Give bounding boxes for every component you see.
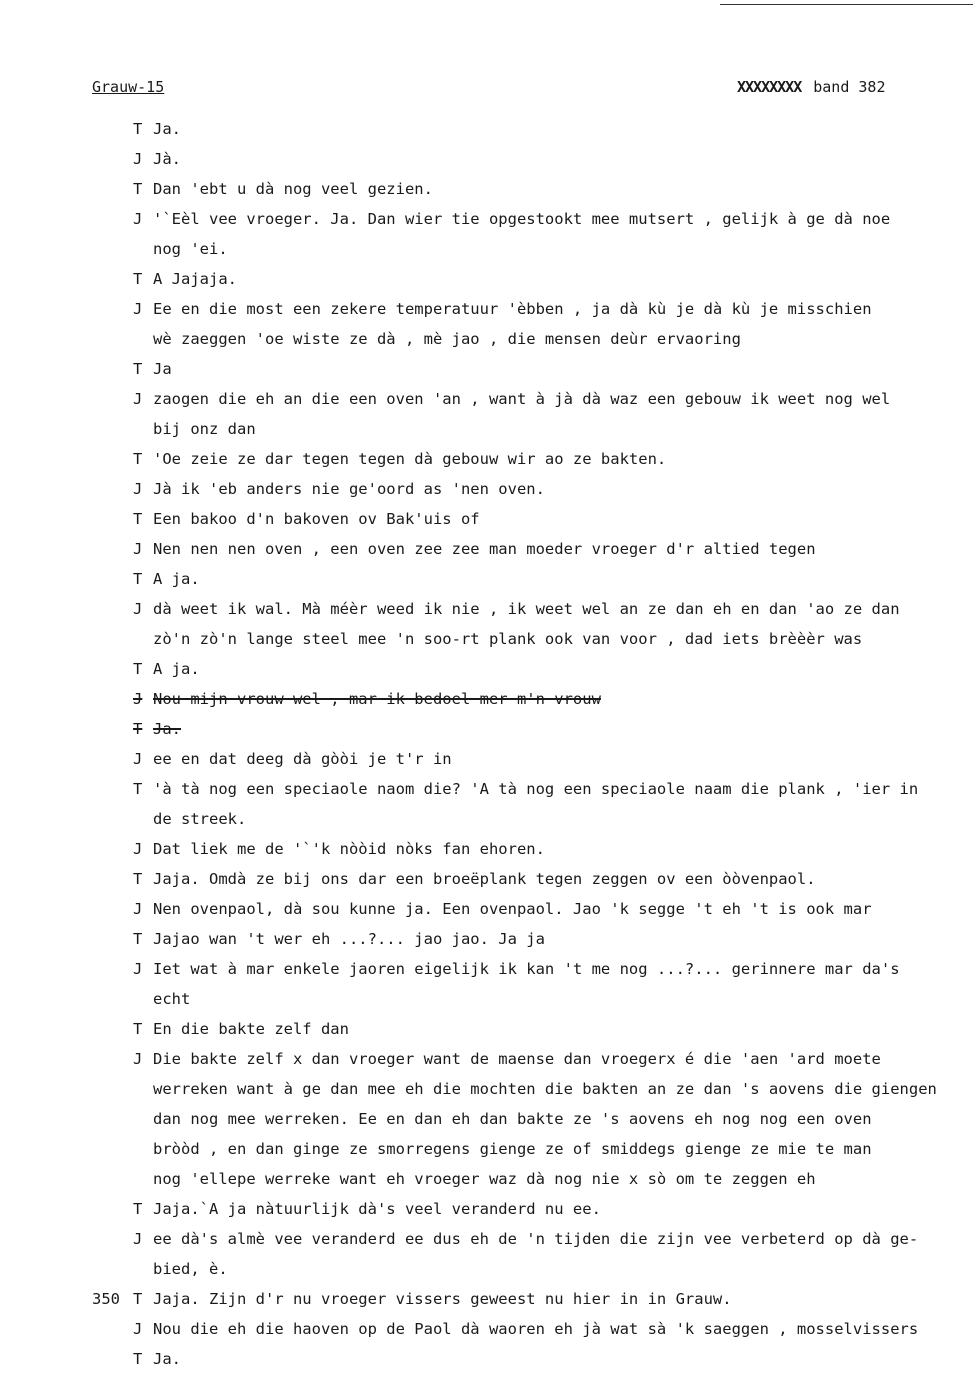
line-text: Die bakte zelf x dan vroeger want de maense dan vroegerx é die 'aen 'ard moete bbox=[153, 1050, 881, 1068]
speaker-label: J bbox=[133, 390, 143, 408]
line-text: '`Eèl vee vroeger. Ja. Dan wier tie opgestookt mee mutsert , gelijk à ge dà noe bbox=[153, 210, 891, 228]
transcript-line bbox=[0, 836, 973, 866]
transcript-line bbox=[0, 296, 973, 326]
line-text: Een bakoo d'n bakoven ov Bak'uis of bbox=[153, 510, 480, 528]
line-text: Jà ik 'eb anders nie ge'oord as 'nen oven. bbox=[153, 480, 545, 498]
line-text: Jajao wan 't wer eh ...?... jao jao. Ja ja bbox=[153, 930, 545, 948]
transcript-line bbox=[0, 1346, 973, 1376]
line-text: 'Oe zeie ze dar tegen tegen dà gebouw wir ao ze bakten. bbox=[153, 450, 667, 468]
line-text: wè zaeggen 'oe wiste ze dà , mè jao , die mensen deùr ervaoring bbox=[153, 330, 741, 348]
transcript-line bbox=[0, 1316, 973, 1346]
speaker-label: T bbox=[133, 270, 143, 288]
speaker-label: J bbox=[133, 840, 143, 858]
line-text: Nen nen nen oven , een oven zee zee man moeder vroeger d'r altied tegen bbox=[153, 540, 816, 558]
speaker-label: T bbox=[133, 930, 143, 948]
line-text: Nen ovenpaol, dà sou kunne ja. Een ovenpaol. Jao 'k segge 't eh 't is ook mar bbox=[153, 900, 872, 918]
line-text: zaogen die eh an die een oven 'an , want à jà dà waz een gebouw ik weet nog wel bbox=[153, 390, 891, 408]
transcript-line bbox=[0, 1286, 973, 1316]
header-band-label: band 382 bbox=[813, 78, 886, 96]
transcript-line bbox=[0, 896, 973, 926]
line-text: werreken want à ge dan mee eh die mochten die bakten an ze dan 's aovens die giengen bbox=[153, 1080, 937, 1098]
speaker-label: T bbox=[133, 870, 143, 888]
transcript-line bbox=[0, 776, 973, 806]
transcript-line bbox=[0, 506, 973, 536]
transcript-line bbox=[0, 386, 973, 416]
line-text: Jà. bbox=[153, 150, 181, 168]
header-struck-text: XXXXXXXX bbox=[737, 78, 802, 96]
speaker-label: T bbox=[133, 450, 143, 468]
speaker-label: J bbox=[133, 300, 143, 318]
transcript-line bbox=[0, 356, 973, 386]
transcript-line bbox=[0, 116, 973, 146]
transcript-line bbox=[0, 476, 973, 506]
speaker-label: T bbox=[133, 1290, 143, 1308]
line-text: Ee en die most een zekere temperatuur 'èbben , ja dà kù je dà kù je misschien bbox=[153, 300, 872, 318]
line-text: de streek. bbox=[153, 810, 247, 828]
speaker-label: T bbox=[133, 360, 143, 378]
line-text: Jaja.`A ja nàtuurlijk dà's veel veranderd nu ee. bbox=[153, 1200, 601, 1218]
speaker-label: J bbox=[133, 540, 143, 558]
transcript-line bbox=[0, 326, 973, 356]
line-text: zò'n zò'n lange steel mee 'n soo-rt plank ook van voor , dad iets brèèèr was bbox=[153, 630, 863, 648]
line-text: ee dà's almè vee veranderd ee dus eh de 'n tijden die zijn vee verbeterd op dà ge- bbox=[153, 1230, 919, 1248]
speaker-label: J bbox=[133, 1230, 143, 1248]
page-header-right bbox=[737, 78, 886, 96]
transcript-line bbox=[0, 446, 973, 476]
speaker-label: T bbox=[133, 1350, 143, 1368]
transcript-line bbox=[0, 416, 973, 446]
line-text: Jaja. Zijn d'r nu vroeger vissers geweest nu hier in in Grauw. bbox=[153, 1290, 732, 1308]
transcript-line bbox=[0, 1166, 973, 1196]
transcript-line bbox=[0, 236, 973, 266]
line-text: Iet wat à mar enkele jaoren eigelijk ik kan 't me nog ...?... gerinnere mar da's bbox=[153, 960, 900, 978]
line-text: Dan 'ebt u dà nog veel gezien. bbox=[153, 180, 433, 198]
transcript-line bbox=[0, 986, 973, 1016]
line-text: Ja. bbox=[153, 1350, 181, 1368]
transcript-line bbox=[0, 1256, 973, 1286]
transcript-line bbox=[0, 1106, 973, 1136]
line-text: nog 'ellepe werreke want eh vroeger waz dà nog nie x sò om te zeggen eh bbox=[153, 1170, 816, 1188]
transcript-line bbox=[0, 176, 973, 206]
line-text: Nou die eh die haoven op de Paol dà waoren eh jà wat sà 'k saeggen , mosselvissers bbox=[153, 1320, 919, 1338]
line-text: dà weet ik wal. Mà méèr weed ik nie , ik weet wel an ze dan eh en dan 'ao ze dan bbox=[153, 600, 900, 618]
transcript-line bbox=[0, 626, 973, 656]
line-text: bij onz dan bbox=[153, 420, 256, 438]
line-text: bied, è. bbox=[153, 1260, 228, 1278]
line-text: Ja. bbox=[153, 120, 181, 138]
transcript-line bbox=[0, 266, 973, 296]
speaker-label: J bbox=[133, 600, 143, 618]
speaker-label: J bbox=[133, 1320, 143, 1338]
speaker-label: J bbox=[133, 690, 143, 708]
transcript-line bbox=[0, 596, 973, 626]
transcript-line bbox=[0, 806, 973, 836]
speaker-label: T bbox=[133, 780, 143, 798]
transcript-line bbox=[0, 1076, 973, 1106]
transcript-line bbox=[0, 746, 973, 776]
speaker-label: T bbox=[133, 570, 143, 588]
line-text: Ja. bbox=[153, 720, 181, 738]
speaker-label: J bbox=[133, 750, 143, 768]
line-text: Jaja. Omdà ze bij ons dar een broeëplank tegen zeggen ov een òòvenpaol. bbox=[153, 870, 816, 888]
transcript-line bbox=[0, 566, 973, 596]
speaker-label: J bbox=[133, 960, 143, 978]
line-text: nog 'ei. bbox=[153, 240, 228, 258]
speaker-label: T bbox=[133, 510, 143, 528]
line-text: Ja bbox=[153, 360, 172, 378]
line-text: bròòd , en dan ginge ze smorregens gienge ze of smiddegs gienge ze mie te man bbox=[153, 1140, 872, 1158]
transcript-line bbox=[0, 716, 973, 746]
line-text: Dat liek me de '`'k nòòid nòks fan ehoren. bbox=[153, 840, 545, 858]
line-text: ee en dat deeg dà gòòi je t'r in bbox=[153, 750, 452, 768]
speaker-label: T bbox=[133, 1200, 143, 1218]
transcript-line bbox=[0, 686, 973, 716]
transcript-line bbox=[0, 1196, 973, 1226]
speaker-label: T bbox=[133, 180, 143, 198]
line-text: dan nog mee werreken. Ee en dan eh dan bakte ze 's aovens eh nog nog een oven bbox=[153, 1110, 872, 1128]
speaker-label: J bbox=[133, 150, 143, 168]
speaker-label: J bbox=[133, 210, 143, 228]
line-text: Nou mijn vrouw wel , mar ik bedoel mer m'n vrouw bbox=[153, 690, 601, 708]
transcript-line bbox=[0, 866, 973, 896]
line-text: 'à tà nog een speciaole naom die? 'A tà nog een speciaole naam die plank , 'ier in bbox=[153, 780, 919, 798]
top-rule bbox=[720, 4, 973, 5]
page-header-left: Grauw-15 bbox=[92, 78, 165, 96]
line-text: A Jajaja. bbox=[153, 270, 237, 288]
transcript-line bbox=[0, 1226, 973, 1256]
transcript-line bbox=[0, 926, 973, 956]
transcript-lines bbox=[0, 116, 973, 1376]
transcript-line bbox=[0, 956, 973, 986]
transcript-line bbox=[0, 1016, 973, 1046]
transcript-line bbox=[0, 536, 973, 566]
line-text: A ja. bbox=[153, 570, 200, 588]
line-text: echt bbox=[153, 990, 191, 1008]
speaker-label: T bbox=[133, 720, 143, 738]
line-number: 350 bbox=[92, 1290, 120, 1308]
speaker-label: T bbox=[133, 120, 143, 138]
speaker-label: T bbox=[133, 660, 143, 678]
line-text: En die bakte zelf dan bbox=[153, 1020, 349, 1038]
speaker-label: J bbox=[133, 1050, 143, 1068]
transcript-line bbox=[0, 656, 973, 686]
transcript-line bbox=[0, 146, 973, 176]
transcript-line bbox=[0, 1046, 973, 1076]
transcript-line bbox=[0, 1136, 973, 1166]
speaker-label: J bbox=[133, 480, 143, 498]
transcript-line bbox=[0, 206, 973, 236]
speaker-label: J bbox=[133, 900, 143, 918]
speaker-label: T bbox=[133, 1020, 143, 1038]
line-text: A ja. bbox=[153, 660, 200, 678]
